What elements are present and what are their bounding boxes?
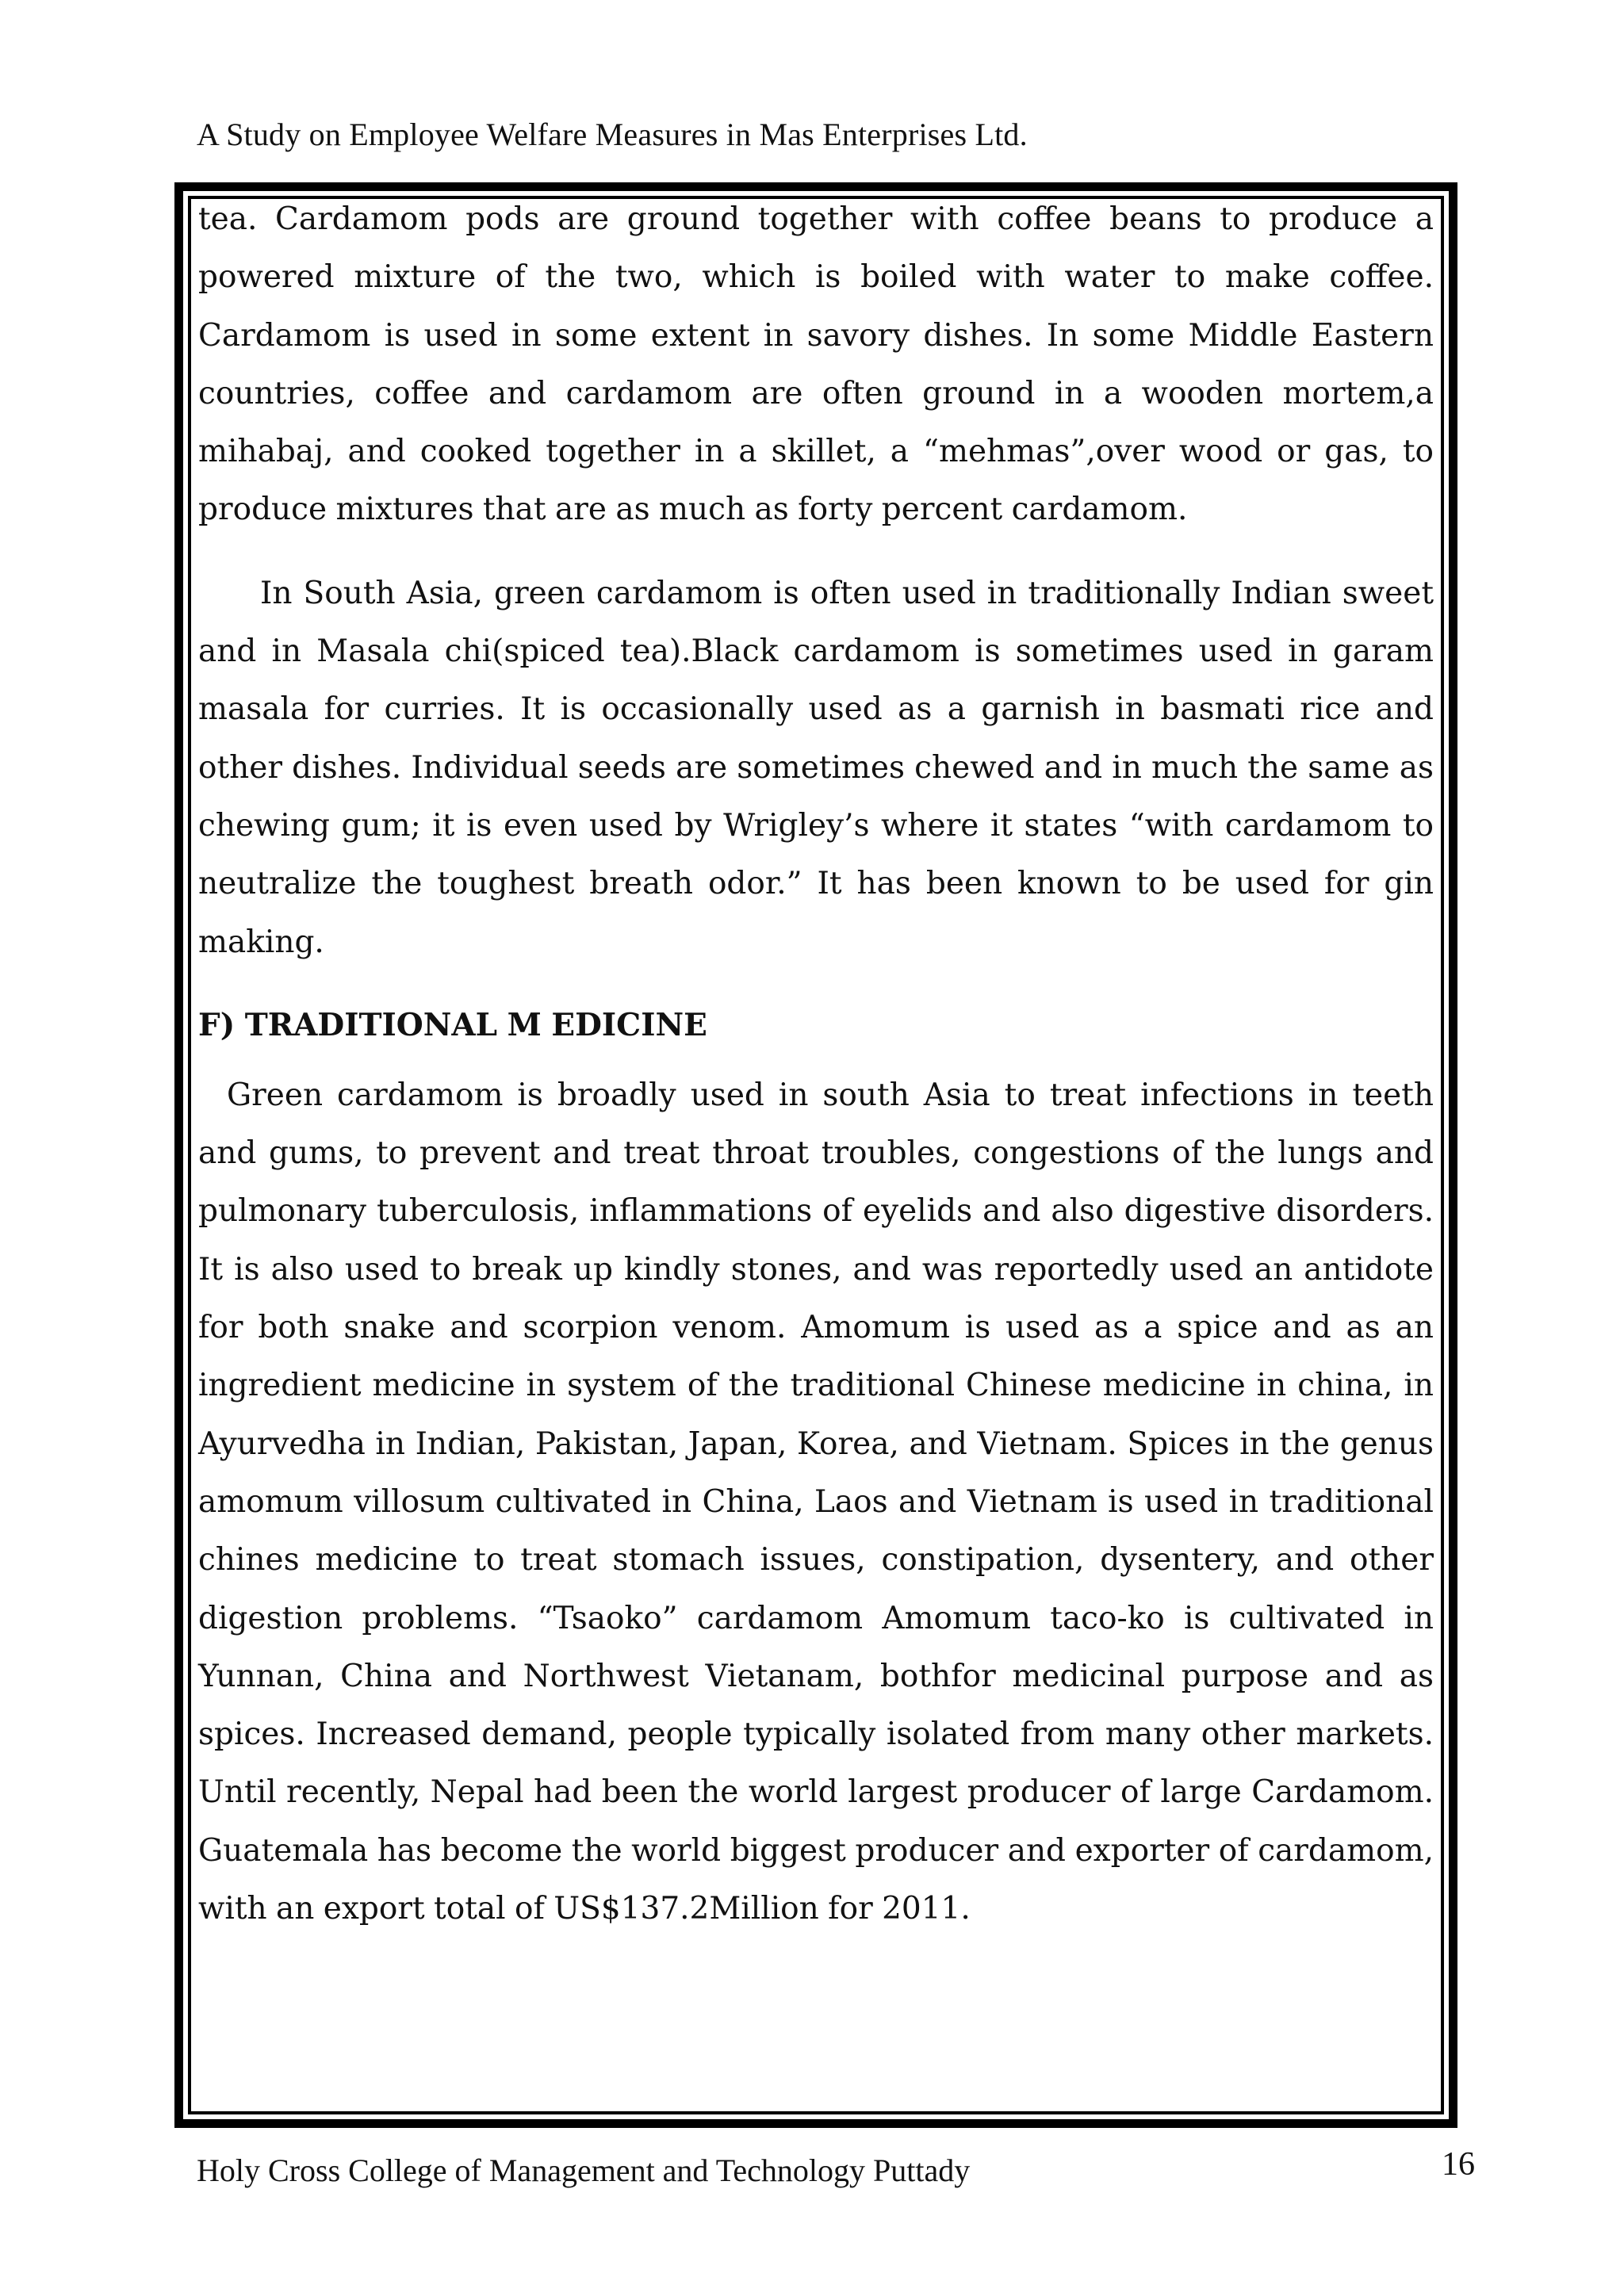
paragraph-traditional-medicine: Green cardamom is broadly used in south Asia to treat infections in teeth and gums, to prevent and treat throat troubles, congestions of the lungs and pulmonary tuberculosis, inflammations of eyelids and also digestive disorders. It is also used to break up kindly stones, and was reportedly used an antidote for both snake and scorpion venom. Amomum is used as a spice and as an ingredient medicine in system of the traditional Chinese medicine in china, in Ayurvedha in Indian, Pakistan, Japan, Korea, and Vietnam. Spices in the genus amomum villosum cultivated in China, Laos and Vietnam is used in traditional chines medicine to treat stomach issues, constipation, dysentery, and other digestion problems. “Tsaoko” cardamom Amomum taco-ko is cultivated in Yunnan, China and Northwest Vietanam, bothfor medicinal purpose and as spices. Increased demand, people typically isolated from many other markets. Until recently, Nepal had been the world largest producer of large Cardamom. Guatemala has become the world biggest producer and exporter of cardamom, with an export total of US$137.2Million for 2011.	[198, 1077, 1434, 1927]
footer-institution: Holy Cross College of Management and Technology Puttady	[197, 2152, 971, 2188]
running-header: A Study on Employee Welfare Measures in Mas Enterprises Ltd.	[197, 117, 1028, 152]
page-number: 16	[1442, 2146, 1475, 2183]
paragraph-cardamom-coffee: tea. Cardamom pods are ground together with coffee beans to produce a powered mixture of the two, which is boiled with water to make coffee. Cardamom is used in some extent in savory dishes. In some Middle Eastern countries, coffee and cardamom are often ground in a wooden mortem,a mihabaj, and cooked together in a skillet, a “mehmas”,over wood or gas, to produce mixtures that are as much as forty percent cardamom.	[198, 201, 1434, 528]
section-heading-traditional-medicine: F) TRADITIONAL M EDICINE	[198, 1006, 707, 1043]
page-content	[198, 190, 1434, 1938]
paragraph-south-asia: In South Asia, green cardamom is often used in traditionally Indian sweet and in Masala chi(spiced tea).Black cardamom is sometimes used in garam masala for curries. It is occasionally used as a garnish in basmati rice and other dishes. Individual seeds are sometimes chewed and in much the same as chewing gum; it is even used by Wrigley’s where it states “with cardamom to neutralize the toughest breath odor.” It has been known to be used for gin making.	[198, 575, 1434, 960]
